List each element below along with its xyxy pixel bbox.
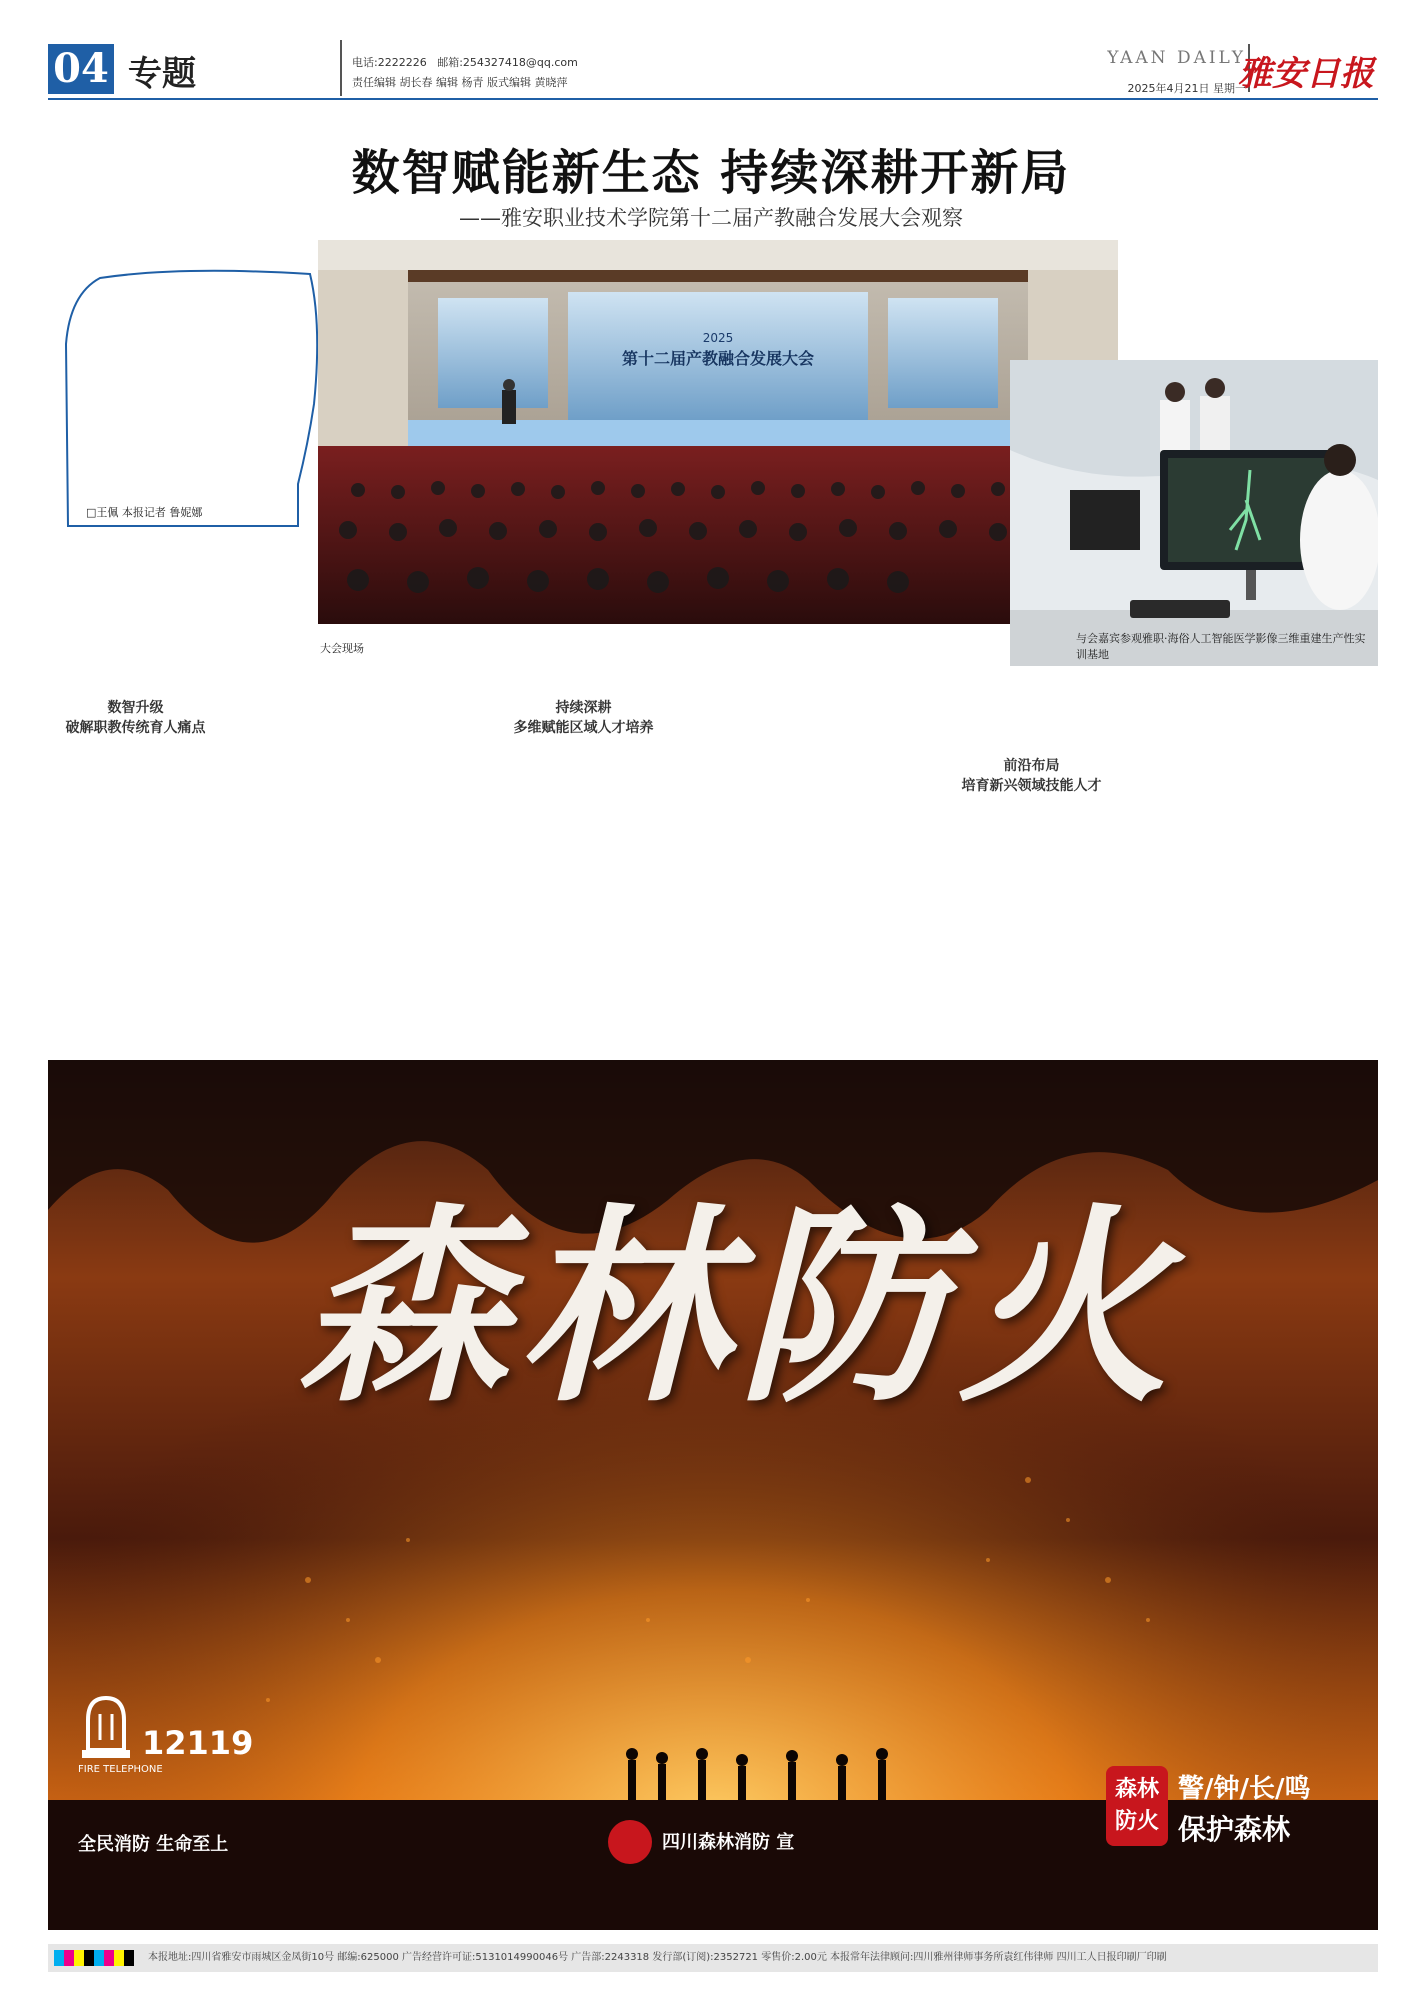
section-heading-2: 持续深耕 多维赋能区域人才培养: [513, 700, 654, 736]
conference-photo: [318, 240, 1118, 624]
ad-badge: 森林防火: [1106, 1766, 1168, 1846]
subheadline: ——雅安职业技术学院第十二届产教融合发展大会观察: [459, 206, 963, 230]
article-column-6: [1168, 698, 1343, 1048]
issue-date: 2025年4月21日 星期一: [1127, 82, 1246, 95]
siren-icon: [78, 1690, 134, 1760]
color-bar-icon: [54, 1950, 134, 1966]
screen-year: 2025: [702, 331, 734, 345]
article-column-5: [944, 698, 1119, 1048]
phone: 电话:2222226: [352, 56, 427, 69]
hotline-label: FIRE TELEPHONE: [78, 1764, 163, 1775]
section-heading-1: 数智升级 破解职教传统育人痛点: [65, 700, 206, 736]
ad-slogan-right-2: 保护森林: [1178, 1813, 1291, 1846]
lab-photo: [1010, 360, 1378, 666]
ad-slogan-left: 全民消防 生命至上: [78, 1834, 229, 1855]
header-rule: [48, 98, 1378, 100]
english-masthead: YAAN DAILY: [1107, 48, 1246, 68]
hotline-number: 12119: [142, 1724, 254, 1762]
lead-text: [78, 282, 308, 497]
forest-fire-ad: [48, 1060, 1378, 1930]
section-heading-3: 前沿布局 培育新兴领域技能人才: [961, 758, 1102, 794]
ad-slogan-right-1: 警/钟/长/鸣: [1178, 1774, 1311, 1804]
photo2-caption: 与会嘉宾参观雅职·海俗人工智能医学影像三维重建生产性实训基地: [1076, 632, 1366, 661]
newspaper-logo: 雅安日报: [1238, 54, 1374, 94]
article-column-1: [48, 698, 223, 1048]
header-divider: [340, 40, 342, 96]
lead-box: [60, 264, 328, 536]
page-number: 04: [48, 44, 114, 94]
footer: [48, 1944, 1378, 1972]
email: 邮箱:254327418@qq.com: [437, 56, 578, 69]
article-column-4: [720, 698, 895, 1048]
screen-title: 第十二届产教融合发展大会: [621, 349, 815, 368]
article-column-3: [496, 698, 671, 1048]
ad-title: 森林防火: [298, 1184, 1179, 1431]
footer-text: 本报地址:四川省雅安市雨城区金凤街10号 邮编:625000 广告经营许可证:5131014990046号 广告部:2243318 发行部(订阅):2352721 零售价:2.00元 本报常年法律顾问:四川雅州律师事务所袁红伟律师 四川工人日报印刷厂印刷: [148, 1952, 1167, 1963]
contact-info: [352, 54, 578, 70]
section-name: 专题: [128, 54, 196, 94]
headline: 数智赋能新生态 持续深耕开新局: [351, 145, 1071, 201]
byline: □王佩 本报记者 鲁妮娜: [86, 506, 203, 519]
photo1-caption: 大会现场: [320, 642, 364, 655]
mascot-icon: [608, 1820, 652, 1864]
editors: 责任编辑 胡长春 编辑 杨青 版式编辑 黄晓萍: [352, 76, 568, 89]
ad-org: 四川森林消防 宣: [662, 1832, 795, 1853]
article-column-2: [272, 698, 447, 1048]
hotline-block: [78, 1690, 258, 1780]
